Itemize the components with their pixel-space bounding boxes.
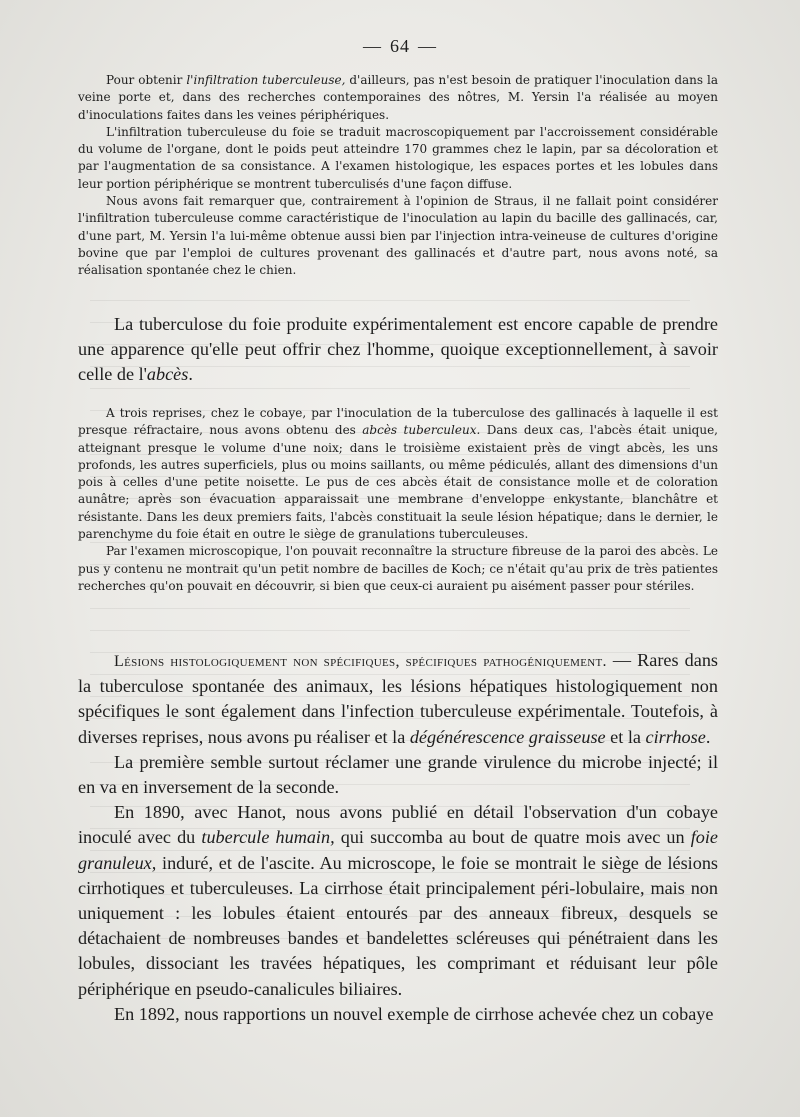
lesions-section-block [78, 648, 718, 1027]
paragraph-infiltration-intro: Pour obtenir l'infiltration tuberculeuse, d'ailleurs, pas n'est besoin de pratiquer l'inoculation dans la veine porte et, dans des recherches contemporaines des nôtres, M. Yersin l'a réalisée au moyen d'inoculations faites dans les veines périphériques. [78, 73, 718, 122]
page-number-dash-right: — [418, 36, 437, 56]
top-small-text-block [78, 72, 718, 280]
abces-small-text-block [78, 405, 718, 595]
paragraph-abces-cases: A trois reprises, chez le cobaye, par l'inoculation de la tuberculose des gallinacés à laquelle il est presque réfractaire, nous avons obtenu des abcès tuberculeux. Dans deux cas, l'abcès était unique, atteignant presque le volume d'une noix; dans le troisième existaient près de vingt abcès, les uns profonds, les autres superficiels, plus ou moins saillants, ou même pédiculés, allant des dimensions d'un pois à celles d'une petite noisette. Le pus de ces abcès était de consistance molle et de coloration aunâtre; après son évacuation apparaissait une membrane d'enveloppe enkystante, blanchâtre et résistante. Dans les deux premiers faits, l'abcès constituait la seule lésion hépatique; dans le dernier, le parenchyme du foie était en outre le siège de granulations tuberculeuses. [78, 406, 718, 542]
italic-term: l'infiltration tuberculeuse, [186, 73, 346, 87]
paragraph-straus-remark: Nous avons fait remarquer que, contrairement à l'opinion de Straus, il ne fallait point considérer l'infiltration tuberculeuse comme caractéristique de l'inoculation au lapin du bacille des gallinacés, car, d'une part, M. Yersin l'a lui-même obtenue aussi bien par l'injection intra-veineuse de cultures d'origine bovine que par l'emploi de cultures provenant des gallinacés et d'autre part, nous avons noté, sa réalisation spontanée chez le chien. [78, 194, 718, 278]
paragraph-lesions-heading: Lésions histologiquement non spécifiques, spécifiques pathogéniquement. — Rares dans la tuberculose spontanée des animaux, les lésions hépatiques histologiquement non spécifiques le sont également dans l'infection tuberculeuse expérimentale. Toutefois, à diverses reprises, nous avons pu réaliser et la dégénérescence graisseuse et la cirrhose. [78, 650, 718, 747]
paragraph-1892-cirrhose: En 1892, nous rapportions un nouvel exemple de cirrhose achevée chez un cobaye [114, 1003, 714, 1024]
italic-term: foie granuleux, [78, 827, 718, 873]
abces-intro-block [78, 312, 718, 388]
italic-term: abcès tuberculeux. [362, 423, 481, 438]
page-number [0, 36, 800, 57]
page-number-dash-left: — [363, 36, 382, 56]
paragraph-premiere-virulence: La première semble surtout réclamer une grande virulence du microbe injecté; il en va en inversement de la seconde. [78, 751, 718, 798]
paragraph-infiltration-macroscopic: L'infiltration tuberculeuse du foie se traduit macroscopiquement par l'accroissement considérable du volume de l'organe, dont le poids peut atteindre 170 grammes chez le lapin, par sa décoloration et par l'augmentation de sa consistance. A l'examen histologique, les espaces portes et les lobules dans leur portion périphérique se montrent tuberculisés d'une façon diffuse. [78, 124, 718, 191]
page-number-value: 64 [390, 36, 410, 56]
italic-term: dégénérescence graisseuse [409, 726, 606, 747]
paragraph-1890-hanot: En 1890, avec Hanot, nous avons publié en détail l'observation d'un cobaye inoculé avec du tubercule humain, qui succomba au bout de quatre mois avec un foie granuleux, induré, et de l'ascite. Au microscope, le foie se montrait le siège de lésions cirrhotiques et tuberculeuses. La cirrhose était principalement péri-lobulaire, mais non uniquement : les lobules étaient entourés par des anneaux fibreux, desquels se détachaient de nombreuses bandes et bandelettes scléreuses qui pénétraient dans les lobules, dissociant les travées hépatiques, les comprimant et réduisant leur pôle périphérique en pseudo-canalicules biliaires. [78, 802, 718, 999]
paragraph-abces-microscopic: Par l'examen microscopique, l'on pouvait reconnaître la structure fibreuse de la paroi des abcès. Le pus y contenu ne montrait qu'un petit nombre de bacilles de Koch; ce n'était qu'au prix de très patientes recherches qu'on pouvait en découvrir, si bien que ceux-ci auraient pu aisément passer pour stériles. [78, 544, 718, 593]
italic-term: tubercule humain, [201, 827, 335, 848]
italic-term: cirrhose [645, 726, 706, 747]
italic-term: abcès [146, 364, 189, 385]
section-heading: Lésions histologiquement non spécifiques, spécifiques pathogéniquement. [114, 653, 607, 670]
paragraph-abces-intro: La tuberculose du foie produite expérimentalement est encore capable de prendre une apparence qu'elle peut offrir chez l'homme, quoique exceptionnellement, à savoir celle de l'abcès. [78, 314, 718, 385]
